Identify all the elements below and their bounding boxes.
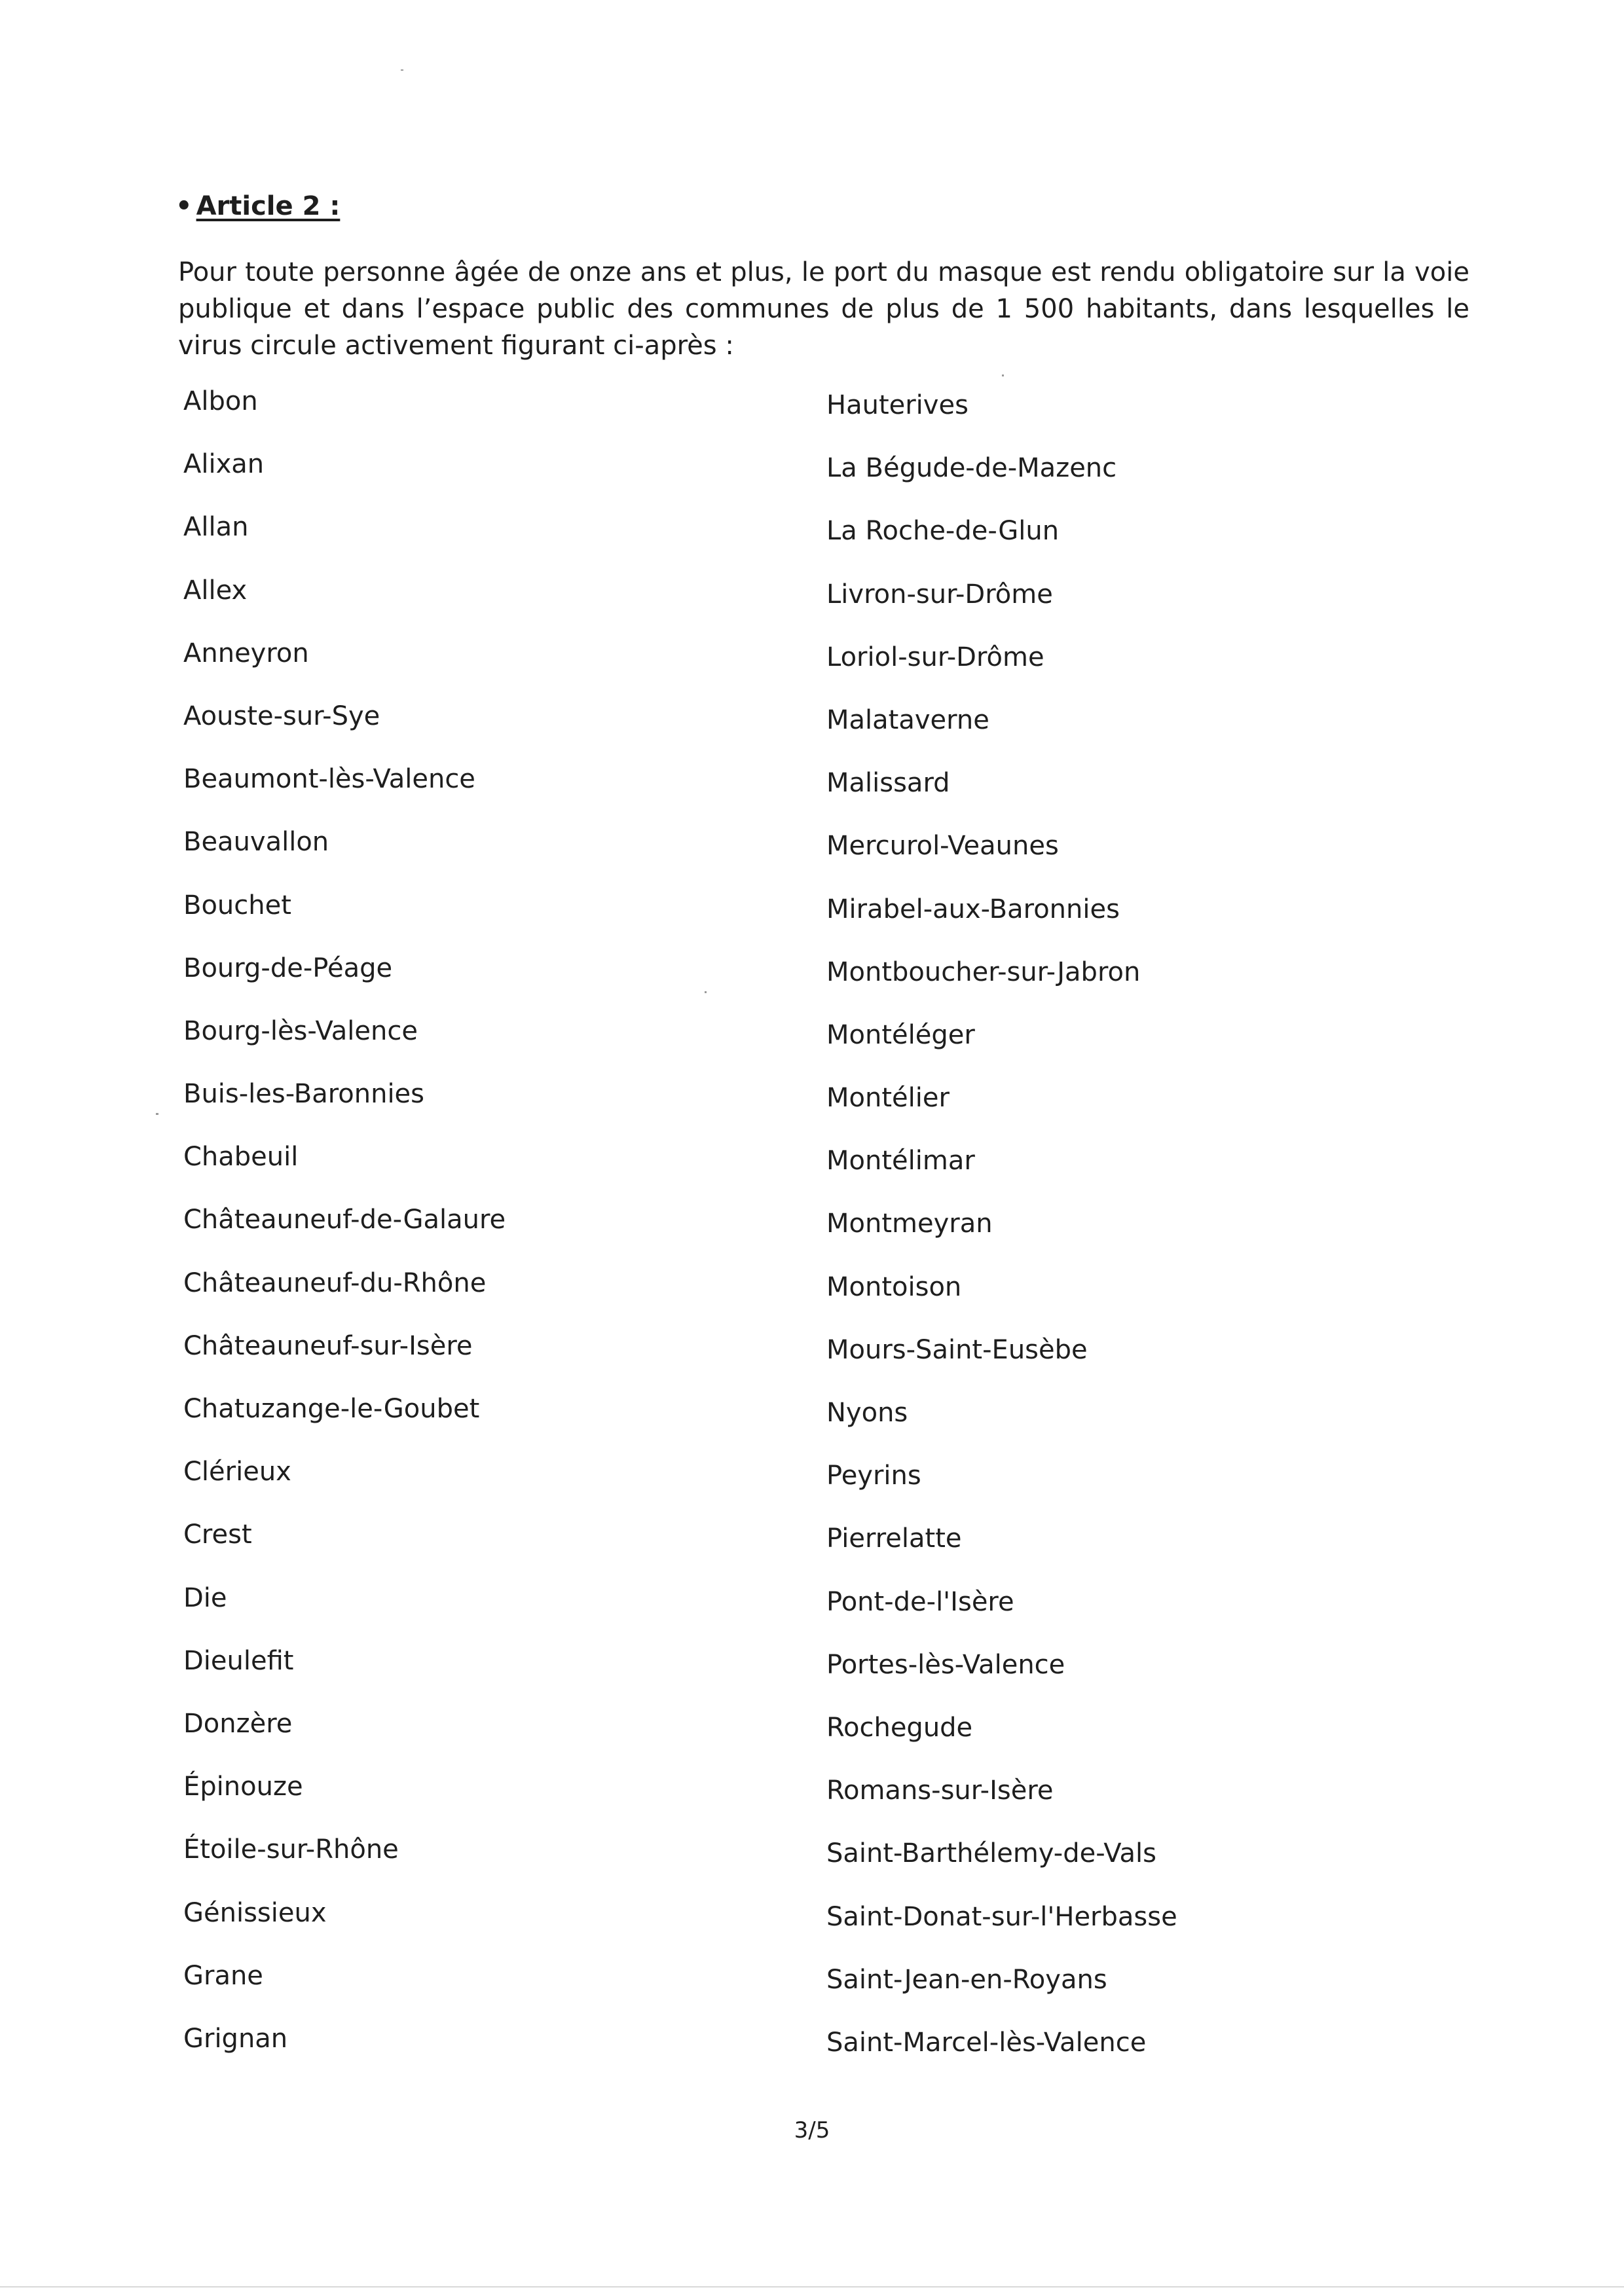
commune-name: Génissieux [183, 1897, 327, 1928]
commune-name: Bourg-lès-Valence [183, 1015, 418, 1046]
commune-name: Crest [183, 1520, 252, 1550]
commune-name: Pont-de-l'Isère [826, 1586, 1014, 1617]
commune-name: Mirabel-aux-Baronnies [826, 894, 1120, 924]
commune-name: Alixan [183, 449, 265, 480]
commune-name: Nyons [826, 1398, 908, 1428]
commune-name: Montélimar [826, 1146, 975, 1176]
commune-name: Bouchet [183, 890, 291, 920]
commune-name: Malissard [826, 768, 950, 799]
commune-name: Loriol-sur-Drôme [826, 642, 1044, 672]
commune-name: Malataverne [826, 704, 989, 735]
commune-name: Montmeyran [826, 1209, 993, 1239]
scan-speck [156, 1113, 158, 1115]
article-heading [175, 191, 340, 221]
commune-name: La Roche-de-Glun [826, 516, 1060, 547]
commune-name: Romans-sur-Isère [826, 1776, 1054, 1806]
commune-name: Saint-Marcel-lès-Valence [826, 2027, 1147, 2058]
commune-name: Peyrins [826, 1461, 921, 1491]
commune-name: Chabeuil [183, 1142, 299, 1173]
article-intro-paragraph: Pour toute personne âgée de onze ans et plus, le port du masque est rendu obligatoire sur la voie publique et dans l’espace public des communes de plus de 1 500 habitants, dans lesquelles le virus circule activement figurant ci-après : [178, 257, 1469, 361]
commune-name: Pierrelatte [826, 1523, 962, 1554]
scan-speck [705, 991, 707, 993]
commune-name: Allan [183, 512, 249, 543]
scan-speck [1002, 374, 1004, 376]
commune-name: Beaumont-lès-Valence [183, 764, 475, 795]
commune-name: Châteauneuf-de-Galaure [183, 1205, 506, 1235]
commune-name: Grane [183, 1960, 263, 1991]
commune-name: Bourg-de-Péage [183, 953, 393, 983]
commune-name: Étoile-sur-Rhône [183, 1834, 399, 1865]
commune-name: Hauterives [826, 390, 969, 420]
commune-name: Châteauneuf-sur-Isère [183, 1330, 473, 1361]
heading-bullet: • [175, 191, 193, 221]
commune-name: Livron-sur-Drôme [826, 579, 1053, 610]
scan-edge-line [0, 2286, 1624, 2287]
commune-name: Saint-Barthélemy-de-Vals [826, 1838, 1157, 1869]
commune-name: Mours-Saint-Eusèbe [826, 1334, 1088, 1365]
communes-list-right [826, 389, 1177, 2089]
commune-name: Clérieux [183, 1457, 291, 1487]
commune-name: Épinouze [183, 1772, 303, 1802]
commune-name: Saint-Donat-sur-l'Herbasse [826, 1901, 1177, 1932]
article-title: Article 2 : [196, 191, 341, 221]
commune-name: La Bégude-de-Mazenc [826, 453, 1117, 484]
commune-name: Chatuzange-le-Goubet [183, 1394, 480, 1424]
scan-speck [401, 69, 403, 71]
page-number: 3/5 [794, 2117, 830, 2143]
commune-name: Montoison [826, 1271, 962, 1302]
commune-name: Montboucher-sur-Jabron [826, 957, 1141, 987]
commune-name: Die [183, 1582, 227, 1613]
commune-name: Dieulefit [183, 1645, 294, 1676]
commune-name: Beauvallon [183, 827, 329, 858]
commune-name: Montélier [826, 1083, 950, 1114]
commune-name: Portes-lès-Valence [826, 1649, 1065, 1680]
commune-name: Montéléger [826, 1019, 975, 1050]
commune-name: Anneyron [183, 638, 309, 668]
communes-list-left [183, 385, 506, 2085]
commune-name: Buis-les-Baronnies [183, 1079, 425, 1110]
commune-name: Donzère [183, 1708, 293, 1739]
commune-name: Allex [183, 575, 248, 606]
commune-name: Saint-Jean-en-Royans [826, 1964, 1107, 1995]
commune-name: Châteauneuf-du-Rhône [183, 1267, 487, 1298]
commune-name: Grignan [183, 2023, 288, 2054]
commune-name: Aouste-sur-Sye [183, 701, 380, 731]
commune-name: Mercurol-Veaunes [826, 831, 1059, 862]
commune-name: Albon [183, 386, 258, 416]
commune-name: Rochegude [826, 1712, 973, 1743]
